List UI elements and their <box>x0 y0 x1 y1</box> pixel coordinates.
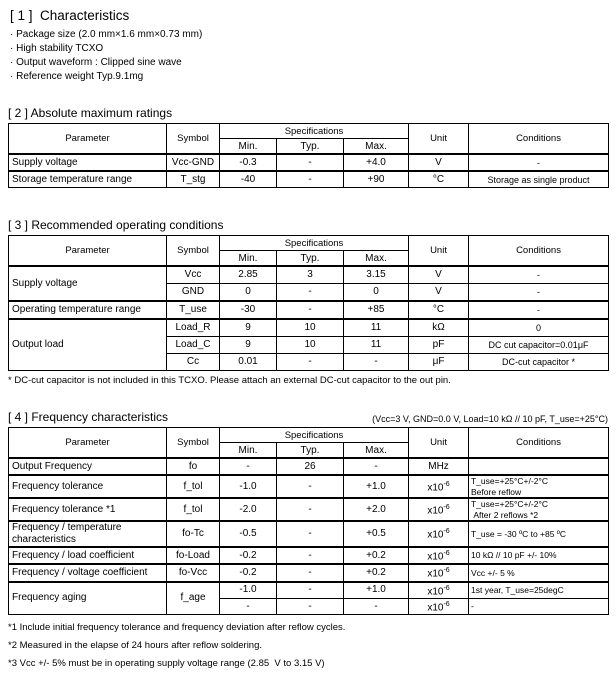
symbol-cell: GND <box>167 284 220 302</box>
unit-cell: V <box>409 284 469 302</box>
min-cell: 2.85 <box>220 266 277 284</box>
exponent: -6 <box>443 600 450 608</box>
exponent: -6 <box>443 567 450 575</box>
exponent: -6 <box>443 480 450 488</box>
parameter-cell: Supply voltage <box>9 154 167 171</box>
typ-cell: - <box>277 521 344 547</box>
col-header-unit: Unit <box>409 428 469 459</box>
parameter-cell: Output Frequency <box>9 458 167 475</box>
frequency-characteristics-table <box>8 427 609 615</box>
max-cell: - <box>344 598 409 614</box>
unit-cell: $x10^{-6}$ <box>409 598 469 614</box>
unit-cell: kΩ <box>409 319 469 337</box>
exponent: -6 <box>443 528 450 536</box>
absolute-maximum-ratings-table <box>8 123 609 188</box>
conditions-cell: - <box>469 154 609 171</box>
max-cell: 11 <box>344 337 409 354</box>
max-cell: +4.0 <box>344 154 409 171</box>
unit-cell: V <box>409 266 469 284</box>
min-cell: -0.2 <box>220 564 277 581</box>
recommended-operating-conditions-table <box>8 235 609 371</box>
col-header-min: Min. <box>220 251 277 267</box>
max-cell: +85 <box>344 301 409 319</box>
col-header-typ: Typ. <box>277 139 344 155</box>
typ-cell: - <box>277 154 344 171</box>
col-header-conditions: Conditions <box>469 428 609 459</box>
col-header-specifications: Specifications <box>220 124 409 139</box>
conditions-cell: - <box>469 301 609 319</box>
max-cell: - <box>344 354 409 371</box>
symbol-cell: fo <box>167 458 220 475</box>
symbol-cell: f_tol <box>167 498 220 521</box>
col-header-symbol: Symbol <box>167 124 220 155</box>
section-1-title: [ 1 ] Characteristics <box>10 8 130 23</box>
col-header-specifications: Specifications <box>220 236 409 251</box>
conditions-cell <box>469 458 609 475</box>
conditions-cell: Vcc +/- 5 % <box>469 564 609 581</box>
typ-cell: - <box>277 354 344 371</box>
table-row <box>9 154 609 171</box>
table-row <box>9 521 609 547</box>
footnote-1: *1 Include initial frequency tolerance and frequency deviation after reflow cycles. <box>8 622 346 634</box>
unit-cell: $x10^{-6}$ <box>409 582 469 599</box>
unit-cell: pF <box>409 337 469 354</box>
typ-cell: - <box>277 171 344 188</box>
symbol-cell: Vcc-GND <box>167 154 220 171</box>
max-cell: +90 <box>344 171 409 188</box>
min-cell: - <box>220 598 277 614</box>
symbol-cell: T_use <box>167 301 220 319</box>
table-row <box>9 475 609 498</box>
parameter-cell: Frequency / voltage coefficient <box>9 564 167 581</box>
parameter-cell: Frequency aging <box>9 582 167 615</box>
col-header-unit: Unit <box>409 236 469 267</box>
typ-cell: - <box>277 564 344 581</box>
typ-cell: - <box>277 284 344 302</box>
table-row <box>9 301 609 319</box>
test-conditions-note: (Vcc=3 V, GND=0.0 V, Load=10 kΩ // 10 pF, T_use=+25°C) <box>372 414 608 424</box>
max-cell: +2.0 <box>344 498 409 521</box>
symbol-cell: Cc <box>167 354 220 371</box>
table-row <box>9 547 609 564</box>
footnote-2: *2 Measured in the elapse of 24 hours after reflow soldering. <box>8 640 263 652</box>
min-cell: -2.0 <box>220 498 277 521</box>
conditions-cell: 10 kΩ // 10 pF +/- 10% <box>469 547 609 564</box>
unit-cell: $x10^{-6}$ <box>409 547 469 564</box>
symbol-cell: fo-Tc <box>167 521 220 547</box>
unit-cell: °C <box>409 171 469 188</box>
parameter-cell: Output load <box>9 319 167 371</box>
list-item: · Package size (2.0 mm×1.6 mm×0.73 mm) <box>10 29 203 40</box>
conditions-cell: - <box>469 598 609 614</box>
col-header-max: Max. <box>344 443 409 459</box>
min-cell: 0.01 <box>220 354 277 371</box>
table-row <box>9 458 609 475</box>
typ-cell: - <box>277 547 344 564</box>
col-header-min: Min. <box>220 139 277 155</box>
conditions-cell: 1st year, T_use=25degC <box>469 582 609 599</box>
unit-cell: $x10^{-6}$ <box>409 498 469 521</box>
symbol-cell: f_age <box>167 582 220 615</box>
min-cell: -1.0 <box>220 582 277 599</box>
table-row <box>9 564 609 581</box>
table-header-row <box>9 236 609 251</box>
footnote-3: *3 Vcc +/- 5% must be in operating supply voltage range (2.85 V to 3.15 V) <box>8 658 325 670</box>
col-header-parameter: Parameter <box>9 124 167 155</box>
table-row <box>9 171 609 188</box>
symbol-cell: fo-Vcc <box>167 564 220 581</box>
max-cell: +0.2 <box>344 547 409 564</box>
conditions-cell: T_use=+25°C+/-2°C Before reflow <box>469 475 609 498</box>
unit-cell: $x10^{-6}$ <box>409 475 469 498</box>
table-row <box>9 582 609 599</box>
conditions-cell: Storage as single product <box>469 171 609 188</box>
col-header-unit: Unit <box>409 124 469 155</box>
max-cell: +0.5 <box>344 521 409 547</box>
unit-cell: $x10^{-6}$ <box>409 564 469 581</box>
parameter-cell: Storage temperature range <box>9 171 167 188</box>
max-cell: +1.0 <box>344 475 409 498</box>
table-header-row <box>9 428 609 443</box>
col-header-specifications: Specifications <box>220 428 409 443</box>
min-cell: -0.3 <box>220 154 277 171</box>
typ-cell: 10 <box>277 319 344 337</box>
conditions-cell: T_use = -30 ºC to +85 ºC <box>469 521 609 547</box>
exponent: -6 <box>443 550 450 557</box>
symbol-cell: Load_R <box>167 319 220 337</box>
characteristics-list <box>10 28 608 84</box>
dc-cut-capacitor-footnote: * DC-cut capacitor is not included in this TCXO. Please attach an external DC-cut capacitor to the out pin. <box>8 375 451 386</box>
col-header-max: Max. <box>344 251 409 267</box>
list-item: · Output waveform : Clipped sine wave <box>10 57 182 68</box>
section-frequency-characteristics <box>8 410 608 673</box>
section-absolute-maximum-ratings <box>8 106 608 188</box>
min-cell: -1.0 <box>220 475 277 498</box>
parameter-cell: Frequency / load coefficient <box>9 547 167 564</box>
section-recommended-operating-conditions <box>8 218 608 386</box>
section-3-title: [ 3 ] Recommended operating conditions <box>8 218 224 232</box>
unit-cell: μF <box>409 354 469 371</box>
typ-cell: - <box>277 301 344 319</box>
typ-cell: 3 <box>277 266 344 284</box>
parameter-cell: Frequency tolerance <box>9 475 167 498</box>
min-cell: -40 <box>220 171 277 188</box>
min-cell: 9 <box>220 337 277 354</box>
col-header-conditions: Conditions <box>469 236 609 267</box>
typ-cell: - <box>277 475 344 498</box>
unit-cell: $x10^{-6}$ <box>409 521 469 547</box>
conditions-cell: DC-cut capacitor * <box>469 354 609 371</box>
typ-cell: - <box>277 598 344 614</box>
typ-cell: - <box>277 498 344 521</box>
col-header-symbol: Symbol <box>167 428 220 459</box>
min-cell: - <box>220 458 277 475</box>
col-header-parameter: Parameter <box>9 428 167 459</box>
col-header-typ: Typ. <box>277 251 344 267</box>
list-item: · Reference weight Typ.9.1mg <box>10 71 144 82</box>
max-cell: 11 <box>344 319 409 337</box>
exponent: -6 <box>443 503 450 511</box>
col-header-symbol: Symbol <box>167 236 220 267</box>
list-item: · High stability TCXO <box>10 43 104 54</box>
col-header-min: Min. <box>220 443 277 459</box>
max-cell: +0.2 <box>344 564 409 581</box>
typ-cell: - <box>277 582 344 599</box>
conditions-cell: DC cut capacitor=0.01μF <box>469 337 609 354</box>
typ-cell: 26 <box>277 458 344 475</box>
col-header-parameter: Parameter <box>9 236 167 267</box>
unit-cell: MHz <box>409 458 469 475</box>
max-cell: 3.15 <box>344 266 409 284</box>
max-cell: +1.0 <box>344 582 409 599</box>
parameter-cell: Frequency / temperature characteristics <box>9 521 167 547</box>
col-header-conditions: Conditions <box>469 124 609 155</box>
symbol-cell: fo-Load <box>167 547 220 564</box>
table-row <box>9 266 609 284</box>
parameter-cell: Operating temperature range <box>9 301 167 319</box>
min-cell: -30 <box>220 301 277 319</box>
parameter-cell: Supply voltage <box>9 266 167 301</box>
max-cell: - <box>344 458 409 475</box>
frequency-footnotes <box>8 619 608 673</box>
exponent: -6 <box>443 584 450 592</box>
symbol-cell: f_tol <box>167 475 220 498</box>
typ-cell: 10 <box>277 337 344 354</box>
symbol-cell: T_stg <box>167 171 220 188</box>
table-row <box>9 498 609 521</box>
min-cell: 9 <box>220 319 277 337</box>
conditions-cell: 0 <box>469 319 609 337</box>
conditions-cell: - <box>469 284 609 302</box>
unit-cell: V <box>409 154 469 171</box>
section-2-title: [ 2 ] Absolute maximum ratings <box>8 106 173 120</box>
symbol-cell: Load_C <box>167 337 220 354</box>
conditions-cell: - <box>469 266 609 284</box>
unit-cell: °C <box>409 301 469 319</box>
symbol-cell: Vcc <box>167 266 220 284</box>
min-cell: -0.5 <box>220 521 277 547</box>
min-cell: 0 <box>220 284 277 302</box>
col-header-max: Max. <box>344 139 409 155</box>
parameter-cell: Frequency tolerance *1 <box>9 498 167 521</box>
section-4-title: [ 4 ] Frequency characteristics <box>8 410 169 424</box>
table-row <box>9 319 609 337</box>
table-header-row <box>9 124 609 139</box>
max-cell: 0 <box>344 284 409 302</box>
min-cell: -0.2 <box>220 547 277 564</box>
col-header-typ: Typ. <box>277 443 344 459</box>
conditions-cell: T_use=+25°C+/-2°C After 2 reflows *2 <box>469 498 609 521</box>
